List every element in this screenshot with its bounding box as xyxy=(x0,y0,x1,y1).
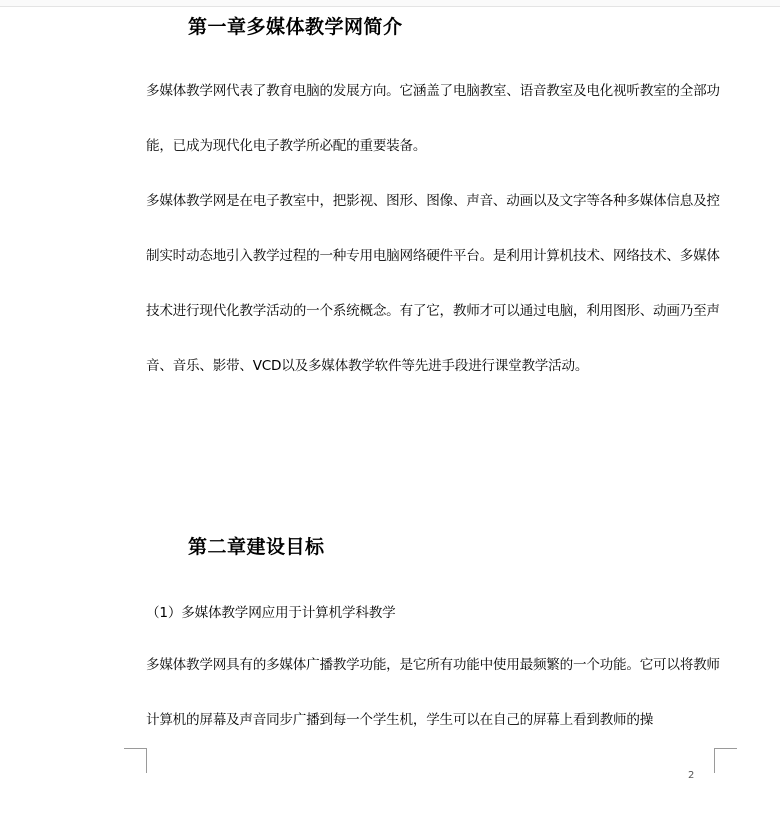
chapter-1-paragraph-1: 多媒体教学网代表了教育电脑的发展方向。它涵盖了电脑教室、语音教室及电化视听教室的全部功能，已成为现代化电子教学所必配的重要装备。 xyxy=(146,83,720,154)
page-number: 2 xyxy=(688,770,695,781)
previous-page-edge xyxy=(0,0,780,7)
chapter-1-paragraph-2: 多媒体教学网是在电子教室中，把影视、图形、图像、声音、动画以及文字等各种多媒体信息及控制实时动态地引入教学过程的一种专用电脑网络硬件平台。是利用计算机技术、网络技术、多媒体技术进行现代化教学活动的一个系统概念。有了它，教师才可以通过电脑，利用图形、动画乃至声音、音乐、影带、VCD以及多媒体教学软件等先进手段进行课堂教学活动。 xyxy=(146,193,720,374)
chapter-2-paragraph-1: 多媒体教学网具有的多媒体广播教学功能，是它所有功能中使用最频繁的一个功能。它可以将教师计算机的屏幕及声音同步广播到每一个学生机，学生可以在自己的屏幕上看到教师的操 xyxy=(146,657,720,728)
chapter-2-subheading: （1）多媒体教学网应用于计算机学科教学 xyxy=(146,605,396,621)
chapter-2-heading: 第二章建设目标 xyxy=(188,536,325,558)
chapter-1-heading: 第一章多媒体教学网简介 xyxy=(188,16,403,38)
page-corner-mark-left xyxy=(124,748,147,773)
page-corner-mark-right xyxy=(714,748,737,773)
